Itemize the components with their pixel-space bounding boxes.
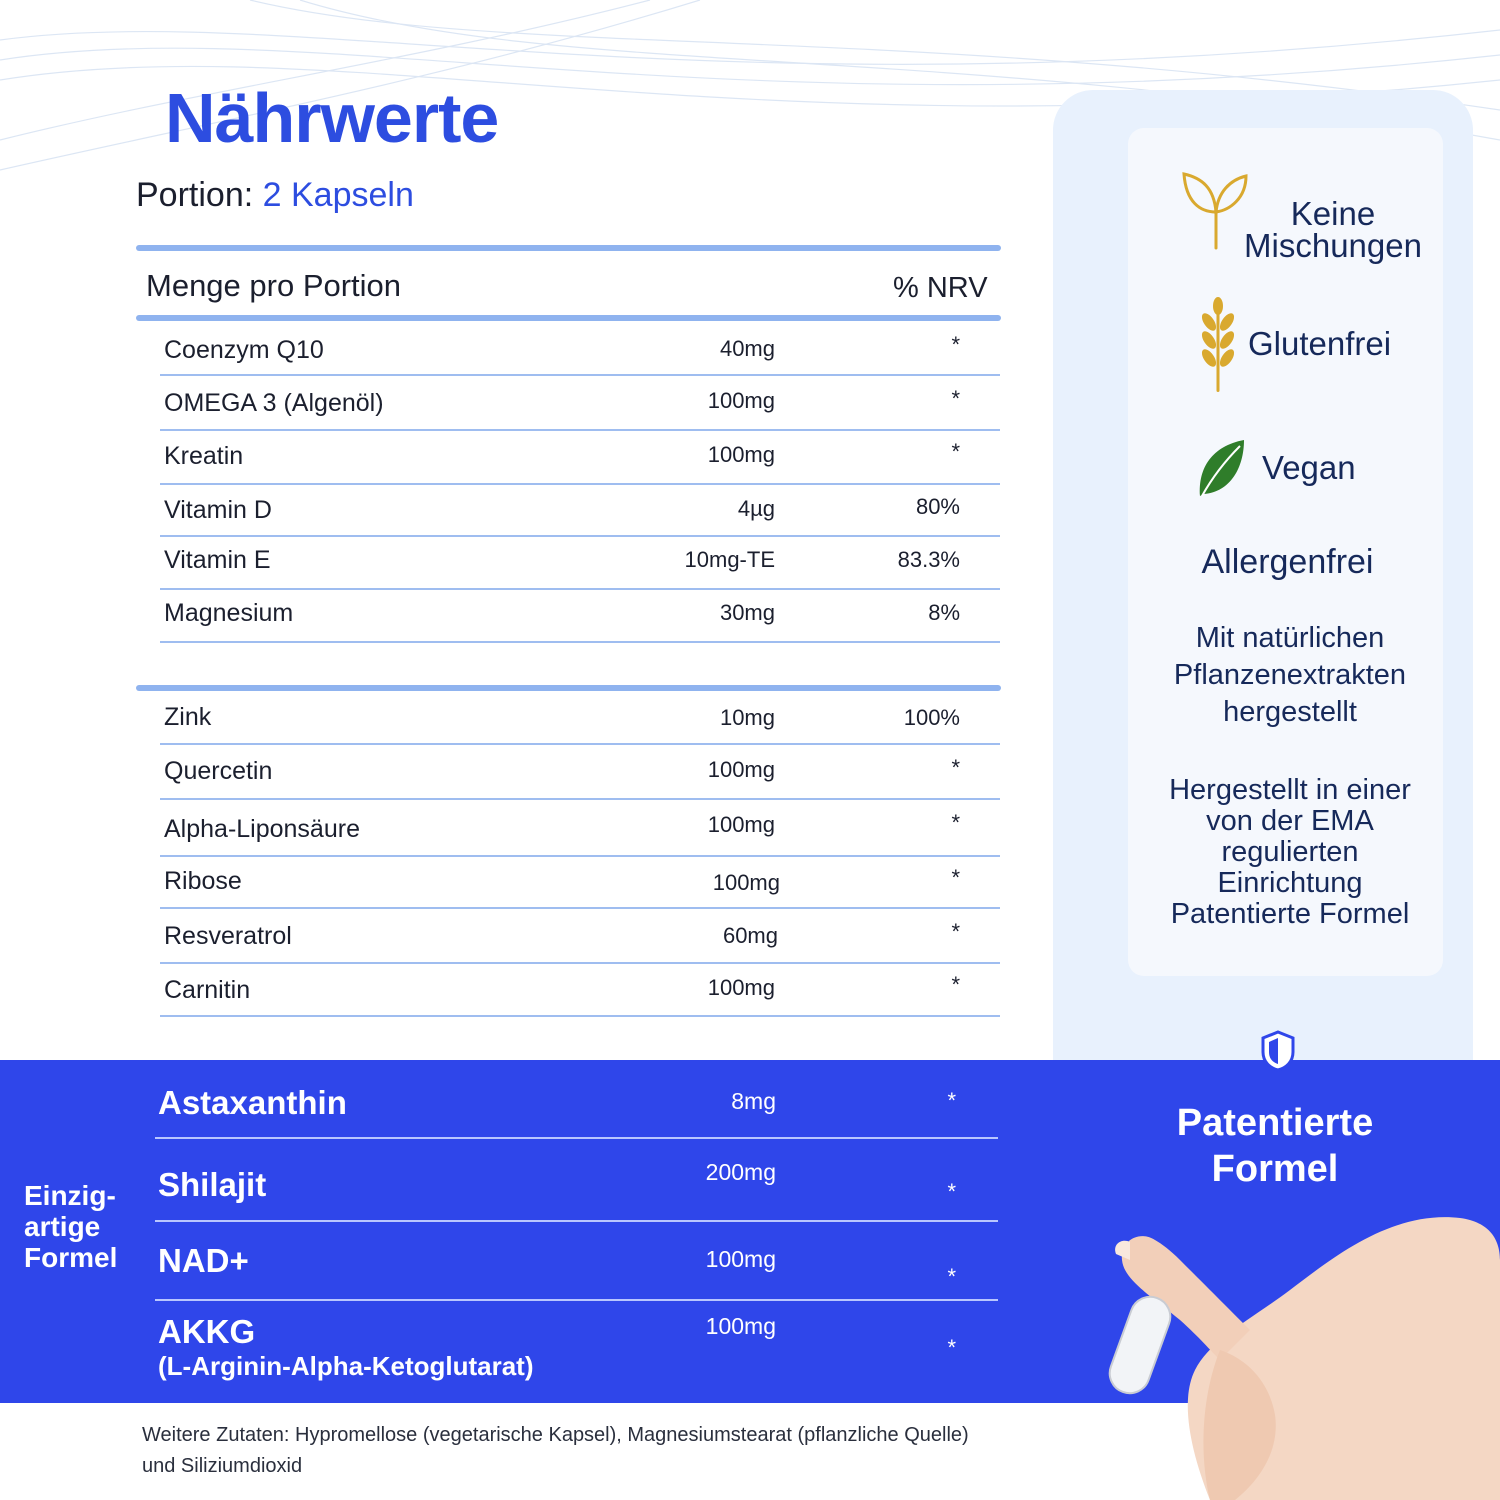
nutrient-nrv: * — [951, 755, 960, 780]
shield-icon — [1260, 1030, 1296, 1072]
unique-label-line3: Formel — [24, 1242, 118, 1273]
feature-ema-line1: Hergestellt in einer — [1169, 774, 1411, 806]
table-row — [160, 376, 1000, 431]
feature-ema-line4: Einrichtung — [1217, 867, 1363, 899]
nutrient-nrv: 80% — [915, 494, 960, 519]
feature-gluten-free: Glutenfrei — [1248, 325, 1392, 362]
unique-row — [155, 1301, 998, 1387]
feature-ema-line3: regulierten — [1221, 836, 1359, 868]
table-row — [160, 909, 1000, 964]
patent-line1: Patentierte — [1176, 1102, 1374, 1144]
nutrient-amount: 100mg — [707, 812, 775, 837]
table-top-rule — [136, 245, 1001, 251]
portion-value: 2 Kapseln — [262, 176, 414, 214]
unique-name: Astaxanthin — [158, 1084, 347, 1121]
nutrient-amount: 100mg — [707, 975, 775, 1000]
nutrient-nrv: * — [951, 972, 960, 997]
nutrient-name: Carnitin — [164, 976, 251, 1004]
nutrient-amount: 100mg — [707, 442, 775, 467]
unique-label-line1: Einzig- — [24, 1180, 116, 1211]
other-ingredients-line1: Weitere Zutaten: Hypromellose (vegetarische Kapsel), Magnesiumstearat (pflanzliche Quelle) — [142, 1424, 969, 1446]
table-row — [160, 485, 1000, 537]
nutrient-name: Ribose — [164, 867, 242, 895]
nutrient-name: Zink — [164, 703, 212, 731]
table-row — [160, 590, 1000, 643]
other-ingredients-line2: und Siliziumdioxid — [142, 1455, 303, 1477]
nutrient-nrv: 8% — [928, 600, 960, 625]
nutrient-name: OMEGA 3 (Algenöl) — [164, 389, 384, 417]
nutrient-name: Quercetin — [164, 757, 273, 785]
nutrient-nrv: * — [951, 332, 960, 357]
nutrient-amount: 100mg — [707, 757, 775, 782]
hand-capsule-image — [1060, 1200, 1500, 1500]
column-header-amount: Menge pro Portion — [146, 268, 402, 303]
page-title: Nährwerte — [165, 79, 499, 157]
nutrient-name: Coenzym Q10 — [164, 336, 324, 364]
unique-row — [155, 1074, 998, 1139]
nutrient-name: Vitamin E — [164, 546, 271, 574]
nutrient-nrv: 100% — [903, 705, 960, 730]
nutrient-name: Alpha-Liponsäure — [164, 815, 360, 843]
nutrient-amount: 10mg — [719, 705, 775, 730]
nutrient-amount: 60mg — [722, 923, 778, 948]
feature-ema — [1140, 775, 1440, 930]
nutrient-amount: 100mg — [707, 388, 775, 413]
nutrient-nrv: 83.3% — [897, 547, 960, 572]
feature-ema-line2: von der EMA — [1206, 805, 1374, 837]
unique-nrv: * — [947, 1088, 956, 1113]
patent-line2: Formel — [1211, 1148, 1339, 1190]
unique-name: NAD+ — [158, 1242, 249, 1279]
nutrient-amount: 4µg — [737, 496, 775, 521]
feature-plant-line3: hergestellt — [1223, 696, 1357, 728]
nutrient-nrv: * — [951, 386, 960, 411]
wheat-icon — [1198, 296, 1238, 394]
other-ingredients — [142, 1420, 1042, 1482]
table-row — [160, 692, 1000, 745]
table-header-rule — [136, 315, 1001, 321]
unique-formula-label — [24, 1180, 117, 1273]
nutrient-amount: 30mg — [719, 600, 775, 625]
table-row — [160, 800, 1000, 857]
unique-name: Shilajit — [158, 1166, 267, 1203]
nutrient-nrv: * — [951, 439, 960, 464]
feature-no-blends-line2: Mischungen — [1244, 227, 1422, 264]
nutrient-amount: 100mg — [712, 870, 780, 895]
nutrient-name: Resveratrol — [164, 922, 292, 950]
portion-line — [136, 176, 414, 215]
feature-plant-extracts — [1140, 620, 1440, 731]
unique-amount: 200mg — [705, 1159, 776, 1185]
feature-plant-line1: Mit natürlichen — [1195, 622, 1385, 654]
table-row — [160, 322, 1000, 376]
unique-nrv: * — [947, 1179, 956, 1204]
unique-amount: 8mg — [731, 1088, 776, 1114]
feature-vegan: Vegan — [1262, 449, 1356, 486]
nutrient-amount: 40mg — [719, 336, 775, 361]
nutrient-nrv: * — [951, 919, 960, 944]
feature-no-blends — [1228, 195, 1438, 264]
nutrient-nrv: * — [951, 810, 960, 835]
feature-allergen-free: Allergenfrei — [1201, 543, 1374, 581]
nutrient-nrv: * — [951, 865, 960, 890]
portion-label: Portion: — [136, 176, 254, 214]
leaf-icon — [1196, 438, 1246, 500]
table-row — [160, 857, 1000, 909]
unique-nrv: * — [947, 1335, 956, 1360]
feature-ema-line5: Patentierte Formel — [1170, 898, 1410, 930]
feature-plant-line2: Pflanzenextrakten — [1173, 659, 1407, 691]
unique-nrv: * — [947, 1264, 956, 1289]
nutrient-name: Kreatin — [164, 442, 244, 470]
unique-row — [155, 1222, 998, 1301]
unique-subname: (L-Arginin-Alpha-Ketoglutarat) — [158, 1351, 534, 1381]
nutrient-name: Vitamin D — [164, 496, 272, 524]
unique-amount: 100mg — [705, 1313, 776, 1339]
patent-formula-heading — [1125, 1100, 1425, 1192]
group-divider-rule — [136, 685, 1001, 691]
unique-label-line2: artige — [24, 1211, 101, 1242]
unique-row — [155, 1139, 998, 1222]
table-row — [160, 745, 1000, 800]
unique-amount: 100mg — [705, 1246, 776, 1272]
table-row — [160, 431, 1000, 485]
column-header-nrv: % NRV — [893, 272, 988, 304]
nutrient-amount: 10mg-TE — [684, 547, 775, 572]
table-row — [160, 964, 1000, 1017]
table-row — [160, 537, 1000, 590]
feature-no-blends-line1: Keine — [1290, 195, 1376, 232]
nutrient-name: Magnesium — [164, 599, 294, 627]
unique-name: AKKG — [158, 1313, 256, 1350]
